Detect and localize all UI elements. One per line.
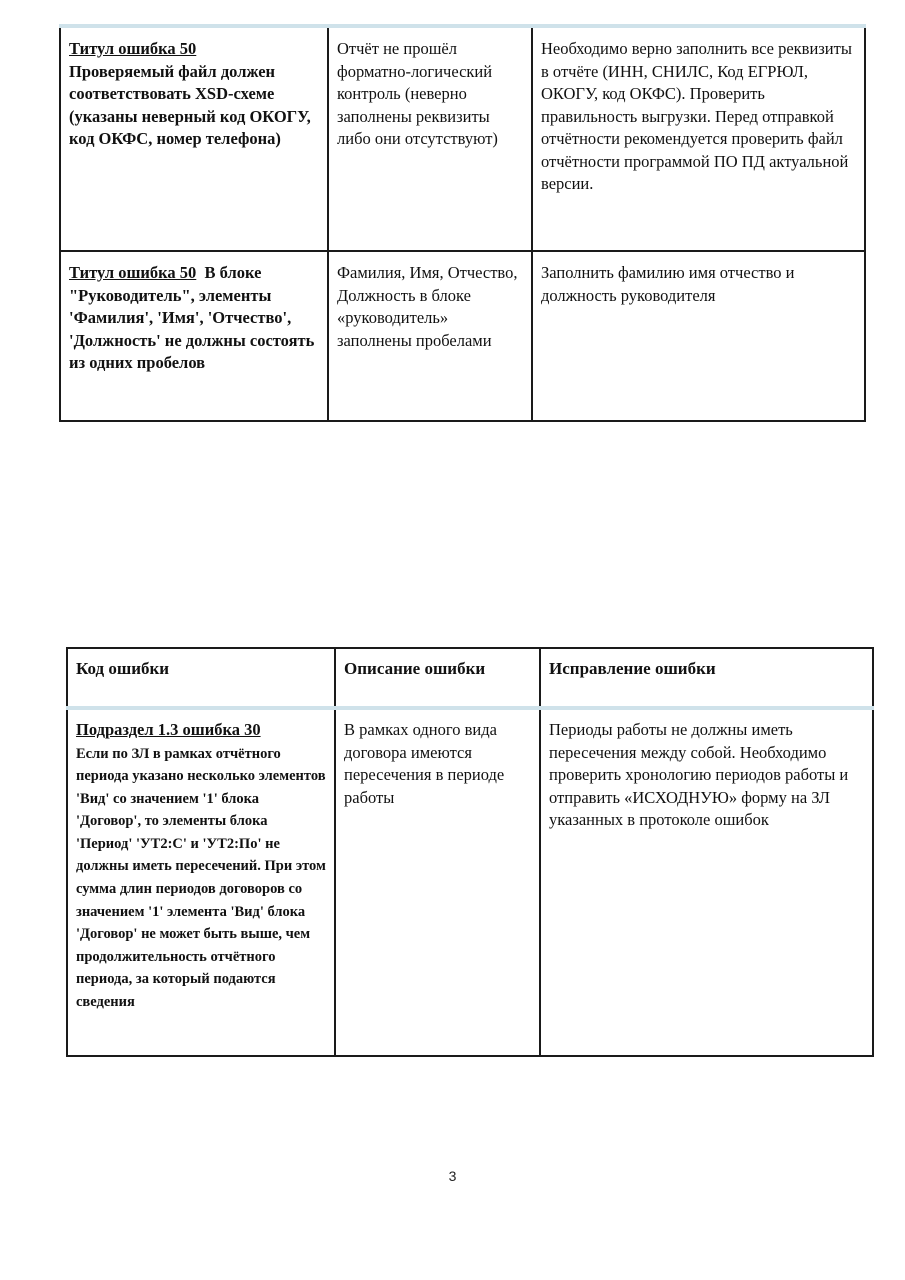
error-code-text: Проверяемый файл должен соответствовать XSD-схеме (указаны неверный код ОКОГУ, код ОКФС, номер телефона): [69, 61, 311, 148]
error-fix: Необходимо верно заполнить все реквизиты в отчёте (ИНН, СНИЛС, Код ЕГРЮЛ, ОКОГУ, код ОКФС). Проверить правильность выгрузки. Перед отправкой отчётности рекомендуется проверить файл отчётности программой ПО ПД актуальной версии.: [541, 39, 852, 193]
table-row: [67, 708, 873, 1056]
error-description-cell: [328, 251, 532, 421]
header-fix: Исправление ошибки: [540, 648, 873, 708]
error-code-text: В блоке "Руководитель", элементы 'Фамилия', 'Имя', 'Отчество', 'Должность' не должны состоять из одних пробелов: [69, 263, 315, 372]
error-description: В рамках одного вида договора имеются пересечения в периоде работы: [344, 720, 505, 807]
header-description: Описание ошибки: [335, 648, 540, 708]
error-table-1: [59, 24, 866, 422]
error-code-cell: [60, 251, 328, 421]
header-code: Код ошибки: [67, 648, 335, 708]
error-fix: Заполнить фамилию имя отчество и должность руководителя: [541, 263, 795, 305]
error-description: Фамилия, Имя, Отчество, Должность в блоке «руководитель» заполнены пробелами: [337, 263, 518, 350]
error-fix: Периоды работы не должны иметь пересечения между собой. Необходимо проверить хронологию периодов работы и отправить «ИСХОДНУЮ» форму на ЗЛ указанных в протоколе ошибок: [549, 720, 849, 829]
error-description-cell: [328, 26, 532, 251]
error-code-title: Титул ошибка 50: [69, 39, 197, 58]
error-description-cell: [335, 708, 540, 1056]
error-code-title: Подраздел 1.3 ошибка 30: [76, 720, 261, 739]
error-code-text: Если по ЗЛ в рамках отчётного периода указано несколько элементов 'Вид' со значением '1' блока 'Договор', то элементы блока 'Период' 'УТ2:С' и 'УТ2:По' не должны иметь пересечений. При этом сумма длин периодов договоров со значением '1' элемента 'Вид' блока 'Договор' не может быть выше, чем продолжительность отчётного периода, за который подаются сведения: [76, 745, 326, 1011]
error-table-2: [66, 647, 874, 1057]
table-row: [60, 26, 865, 251]
error-description: Отчёт не прошёл форматно-логический контроль (неверно заполнены реквизиты либо они отсутствуют): [337, 39, 498, 148]
error-code-cell: [60, 26, 328, 251]
error-fix-cell: [532, 251, 865, 421]
error-fix-cell: [540, 708, 873, 1056]
error-fix-cell: [532, 26, 865, 251]
table-row: [60, 251, 865, 421]
table-header-row: [67, 648, 873, 708]
error-code-title: Титул ошибка 50: [69, 263, 197, 282]
error-code-cell: [67, 708, 335, 1056]
page-number: 3: [448, 1168, 457, 1184]
